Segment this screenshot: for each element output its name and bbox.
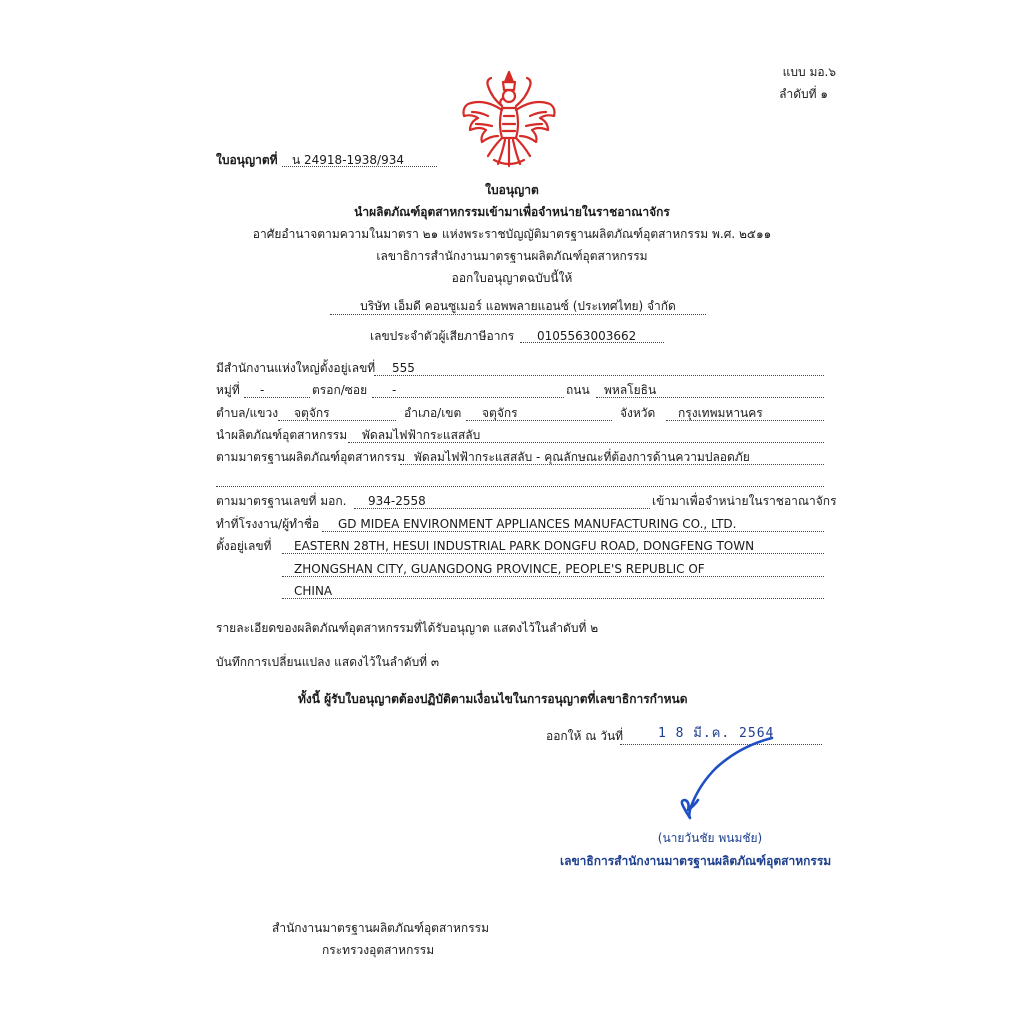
factory-addr-3: CHINA [294, 584, 333, 598]
standard-label: ตามมาตรฐานผลิตภัณฑ์อุตสาหกรรม [216, 450, 406, 464]
soi-value: - [392, 383, 397, 397]
product-value: พัดลมไฟฟ้ากระแสสลับ [362, 428, 481, 442]
district-label: อำเภอ/เขต [404, 406, 462, 420]
soi-label: ตรอก/ซอย [312, 383, 368, 397]
road-value: พหลโยธิน [604, 383, 657, 397]
soi-line [372, 397, 564, 398]
standard-line-2 [216, 486, 824, 487]
signer-title: เลขาธิการสำนักงานมาตรฐานผลิตภัณฑ์อุตสาหกรรม [560, 854, 832, 868]
standard-value: พัดลมไฟฟ้ากระแสสลับ - คุณลักษณะที่ต้องการด้านความปลอดภัย [414, 450, 750, 464]
import-text: เข้ามาเพื่อจำหน่ายในราชอาณาจักร [652, 494, 837, 508]
form-sequence: ลำดับที่ ๑ [779, 87, 828, 101]
tax-value: 0105563003662 [537, 329, 637, 343]
moo-label: หมู่ที่ [216, 383, 240, 397]
province-label: จังหวัด [620, 406, 656, 420]
factory-addr-label: ตั้งอยู่เลขที่ [216, 539, 272, 553]
footer-office: สำนักงานมาตรฐานผลิตภัณฑ์อุตสาหกรรม [272, 921, 490, 935]
product-label: นำผลิตภัณฑ์อุตสาหกรรม [216, 428, 348, 442]
factory-value: GD MIDEA ENVIRONMENT APPLIANCES MANUFACTURING CO., LTD. [338, 517, 737, 531]
factory-addr-line-3 [282, 598, 824, 599]
moo-line [244, 397, 310, 398]
form-code: แบบ มอ.๖ [782, 65, 836, 79]
hq-label: มีสำนักงานแห่งใหญ่ตั้งอยู่เลขที่ [216, 361, 376, 375]
district-value: จตุจักร [482, 406, 518, 420]
factory-label: ทำที่โรงงาน/ผู้ทำชื่อ [216, 517, 320, 531]
company-name: บริษัท เอ็มดี คอนซูเมอร์ แอพพลายแอนซ์ (ประเทศไทย) จำกัด [360, 299, 676, 313]
title-secretary: เลขาธิการสำนักงานมาตรฐานผลิตภัณฑ์อุตสาหกรรม [376, 249, 648, 263]
province-value: กรุงเทพมหานคร [678, 406, 763, 420]
hq-line [374, 375, 824, 376]
standard-no-value: 934-2558 [368, 494, 426, 508]
standard-no-label: ตามมาตรฐานเลขที่ มอก. [216, 494, 347, 508]
signer-name: (นายวันชัย พนมชัย) [657, 831, 763, 845]
license-no-value: น 24918-1938/934 [292, 153, 405, 167]
footer-ministry: กระทรวงอุตสาหกรรม [322, 943, 435, 957]
license-no-label: ใบอนุญาตที่ [216, 153, 278, 167]
issue-date-label: ออกให้ ณ วันที่ [546, 729, 624, 743]
factory-addr-2: ZHONGSHAN CITY, GUANGDONG PROVINCE, PEOPLE'S REPUBLIC OF [294, 562, 705, 576]
subdistrict-label: ตำบล/แขวง [216, 406, 279, 420]
signature-icon [670, 734, 780, 824]
subdistrict-value: จตุจักร [294, 406, 330, 420]
title-subject: นำผลิตภัณฑ์อุตสาหกรรมเข้ามาเพื่อจำหน่ายในราชอาณาจักร [354, 205, 670, 219]
changes-note: บันทึกการเปลี่ยนแปลง แสดงไว้ในลำดับที่ ๓ [216, 655, 440, 669]
moo-value: - [260, 383, 265, 397]
company-line [330, 314, 706, 315]
details-note: รายละเอียดของผลิตภัณฑ์อุตสาหกรรมที่ได้รับอนุญาต แสดงไว้ในลำดับที่ ๒ [216, 621, 599, 635]
road-label: ถนน [566, 383, 590, 397]
title-authority: อาศัยอำนาจตามความในมาตรา ๒๑ แห่งพระราชบัญญัติมาตรฐานผลิตภัณฑ์อุตสาหกรรม พ.ศ. ๒๕๑๑ [252, 227, 772, 241]
issue-date-value: 1 8 มี.ค. 2564 [658, 726, 775, 741]
tax-label: เลขประจำตัวผู้เสียภาษีอากร [370, 329, 515, 343]
garuda-emblem-icon [458, 68, 560, 170]
title-license: ใบอนุญาต [485, 183, 539, 197]
factory-addr-1: EASTERN 28TH, HESUI INDUSTRIAL PARK DONGFU ROAD, DONGFENG TOWN [294, 539, 755, 553]
hq-value: 555 [392, 361, 415, 375]
title-issue: ออกใบอนุญาตฉบับนี้ให้ [451, 271, 573, 285]
condition-text: ทั้งนี้ ผู้รับใบอนุญาตต้องปฏิบัติตามเงื่อนไขในการอนุญาตที่เลขาธิการกำหนด [298, 692, 688, 706]
